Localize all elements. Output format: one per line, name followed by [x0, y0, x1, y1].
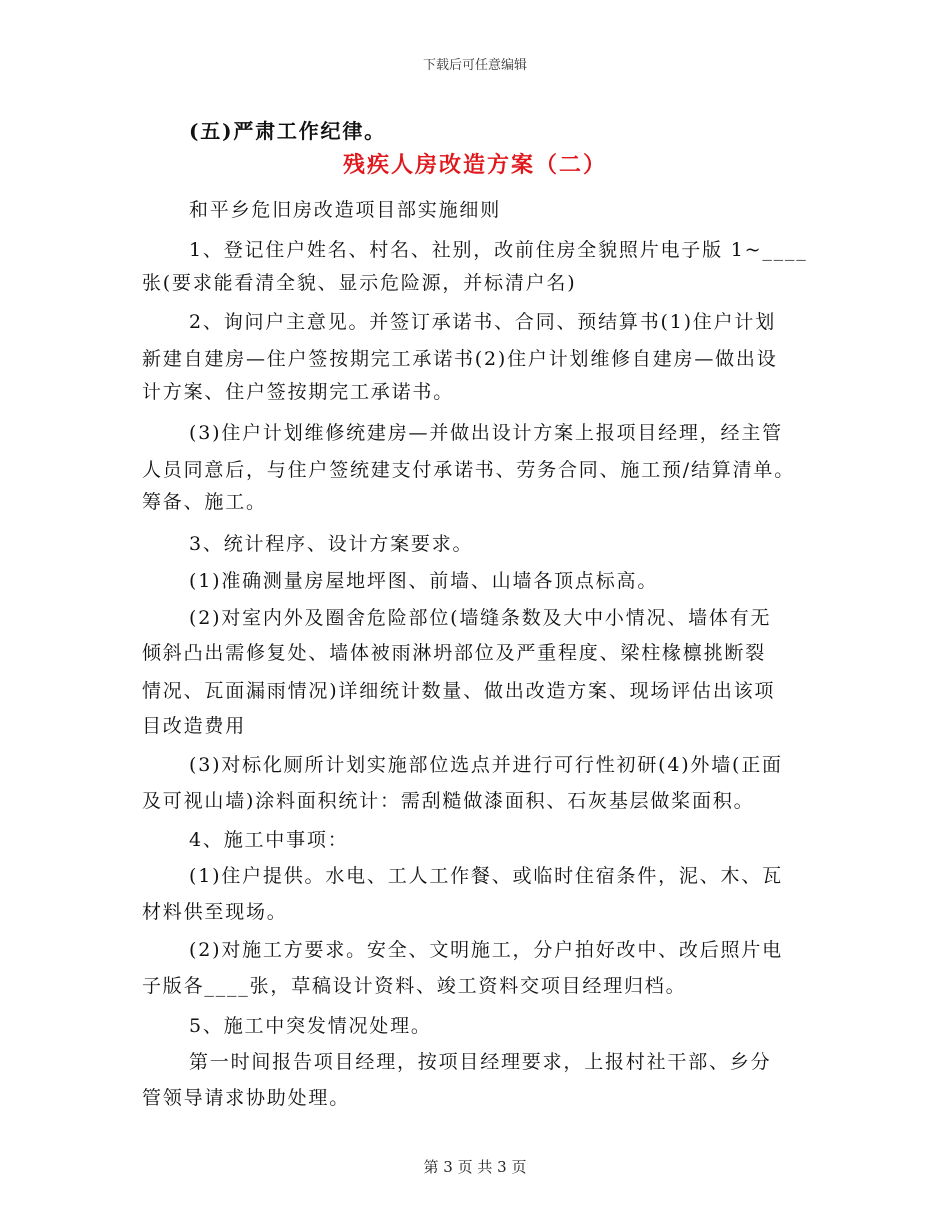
body-line: 筹备、施工。 — [142, 491, 267, 513]
body-line: 和平乡危旧房改造项目部实施细则 — [189, 199, 502, 221]
body-line: (1)准确测量房屋地坪图、前墙、山墙各顶点标高。 — [189, 570, 659, 592]
body-line: 5、施工中突发情况处理。 — [189, 1015, 432, 1037]
body-line: 目改造费用 — [142, 715, 247, 737]
body-line: 3、统计程序、设计方案要求。 — [189, 533, 474, 555]
body-line: 2、询问户主意见。并签订承诺书、合同、预结算书(1)住户计划 — [189, 311, 777, 333]
body-line: 人员同意后，与住户签统建支付承诺书、劳务合同、施工预/结算清单。 — [142, 459, 796, 481]
body-line: 倾斜凸出需修复处、墙体被雨淋坍部位及严重程度、梁柱椽檩挑断裂 — [142, 642, 767, 664]
body-line: 情况、瓦面漏雨情况)详细统计数量、做出改造方案、现场评估出该项 — [142, 680, 776, 702]
page-header: 下载后可任意编辑 — [422, 58, 527, 73]
body-line: 第一时间报告项目经理，按项目经理要求，上报村社干部、乡分 — [189, 1051, 772, 1073]
body-line: (2)对室内外及圈舍危险部位(墙缝条数及大中小情况、墙体有无 — [189, 607, 772, 629]
body-line: 新建自建房—住户签按期完工承诺书(2)住户计划维修自建房—做出设 — [142, 348, 778, 370]
document-title: 残疾人房改造方案（二） — [342, 152, 607, 178]
body-line: 计方案、住户签按期完工承诺书。 — [142, 381, 455, 403]
body-line: 子版各____张，草稿设计资料、竣工资料交项目经理归档。 — [142, 975, 687, 997]
body-line: 材料供至现场。 — [142, 901, 288, 923]
body-line: (1)住户提供。水电、工人工作餐、或临时住宿条件，泥、木、瓦 — [189, 865, 783, 887]
body-line: 及可视山墙)涂料面积统计：需刮糙做漆面积、石灰基层做桨面积。 — [142, 790, 755, 812]
page-footer: 第 3 页 共 3 页 — [423, 1158, 527, 1176]
body-line: 管领导请求协助处理。 — [142, 1087, 351, 1109]
body-line: 4、施工中事项： — [189, 829, 349, 851]
section-heading: (五)严肃工作纪律。 — [189, 119, 386, 143]
body-line: (2)对施工方要求。安全、文明施工，分户拍好改中、改后照片电 — [189, 939, 783, 961]
body-line: 1、登记住户姓名、村名、社别，改前住房全貌照片电子版 1~____ — [189, 239, 808, 261]
body-line: (3)对标化厕所计划实施部位选点并进行可行性初研(4)外墙(正面 — [189, 754, 783, 776]
body-line: (3)住户计划维修统建房—并做出设计方案上报项目经理，经主管 — [189, 422, 783, 444]
body-line: 张(要求能看清全貌、显示危险源，并标清户名) — [142, 272, 577, 294]
